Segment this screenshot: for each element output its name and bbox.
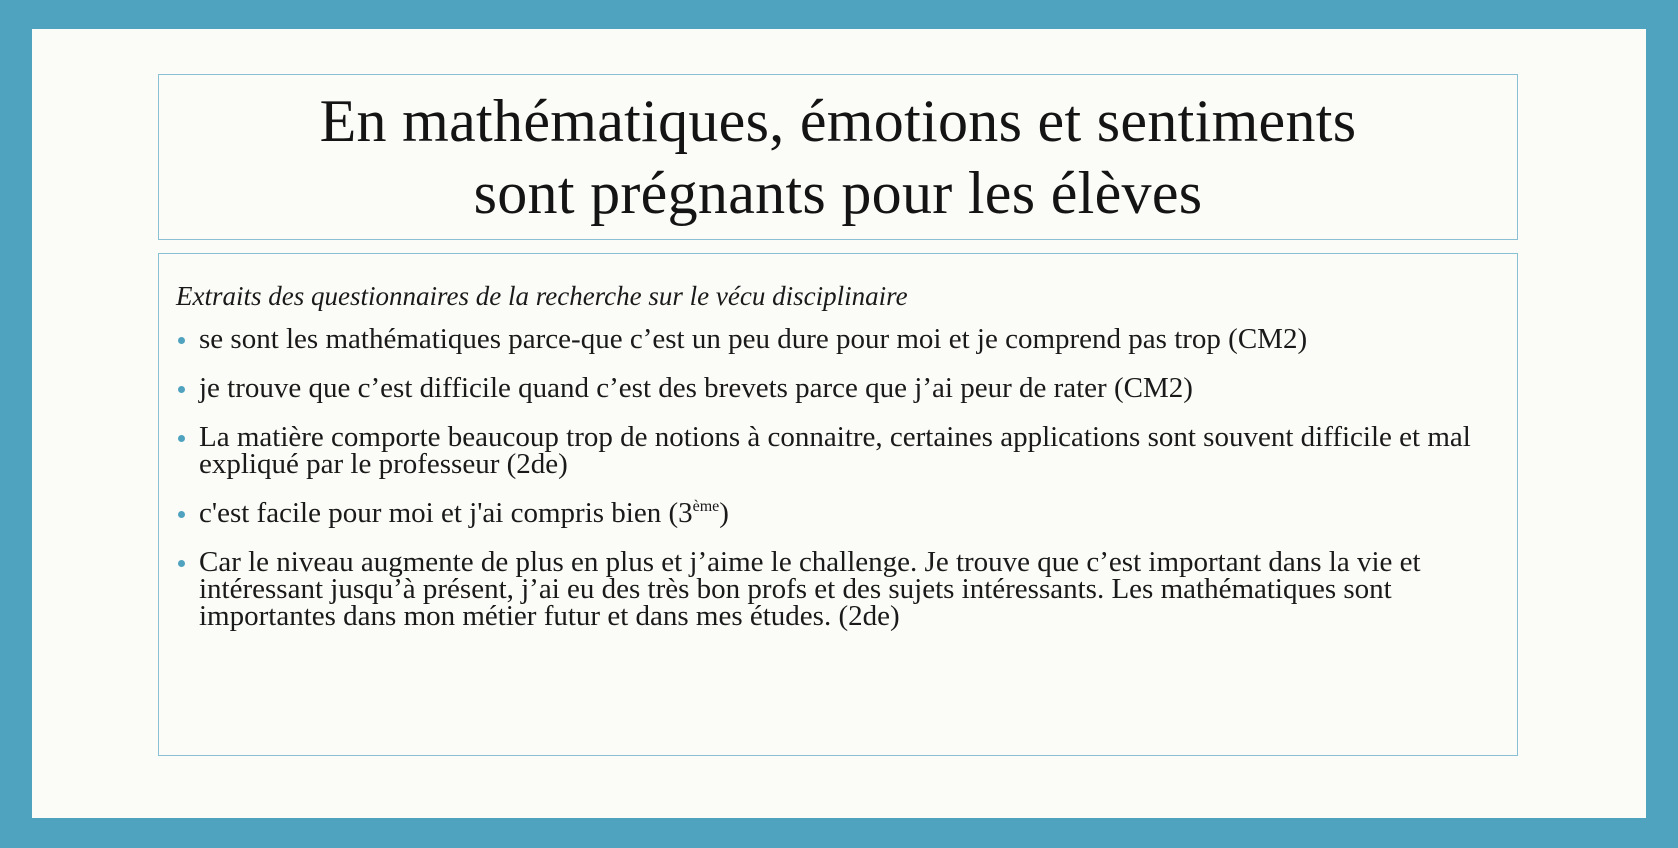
slide-title bbox=[320, 85, 1357, 229]
quote-text-end: ) bbox=[719, 497, 729, 529]
content-box bbox=[158, 253, 1518, 756]
list-item bbox=[176, 372, 1495, 404]
bullet-icon bbox=[178, 435, 185, 442]
quote-text: se sont les mathématiques parce-que c’est un peu dure pour moi et je comprend pas trop (CM2) bbox=[199, 323, 1308, 355]
list-item bbox=[176, 546, 1495, 632]
subtitle: Extraits des questionnaires de la recherche sur le vécu disciplinaire bbox=[176, 281, 908, 311]
quote-text: Car le niveau augmente de plus en plus et j’aime le challenge. Je trouve que c’est important dans la vie et intéressant jusqu’à présent, j’ai eu des très bon profs et des sujets intéressants. Les mathématiques sont importantes dans mon métier futur et dans mes études. (2de) bbox=[199, 546, 1421, 632]
quote-text: c'est facile pour moi et j'ai compris bien (3 bbox=[199, 497, 693, 529]
bullet-icon bbox=[178, 386, 185, 393]
quote-text: La matière comporte beaucoup trop de notions à connaitre, certaines applications sont souvent difficile et mal expliqué par le professeur (2de) bbox=[199, 421, 1471, 480]
list-item bbox=[176, 421, 1495, 480]
title-box bbox=[158, 74, 1518, 240]
bullet-icon bbox=[178, 560, 185, 567]
quote-text: je trouve que c’est difficile quand c’est des brevets parce que j’ai peur de rater (CM2) bbox=[199, 372, 1193, 404]
bullet-icon bbox=[178, 337, 185, 344]
list-item bbox=[176, 497, 1495, 529]
slide bbox=[32, 29, 1646, 818]
quote-list bbox=[176, 323, 1495, 632]
bullet-icon bbox=[178, 511, 185, 518]
title-line-2: sont prégnants pour les élèves bbox=[473, 160, 1203, 226]
superscript: ème bbox=[692, 498, 720, 515]
title-line-1: En mathématiques, émotions et sentiments bbox=[319, 88, 1357, 154]
list-item bbox=[176, 323, 1495, 355]
